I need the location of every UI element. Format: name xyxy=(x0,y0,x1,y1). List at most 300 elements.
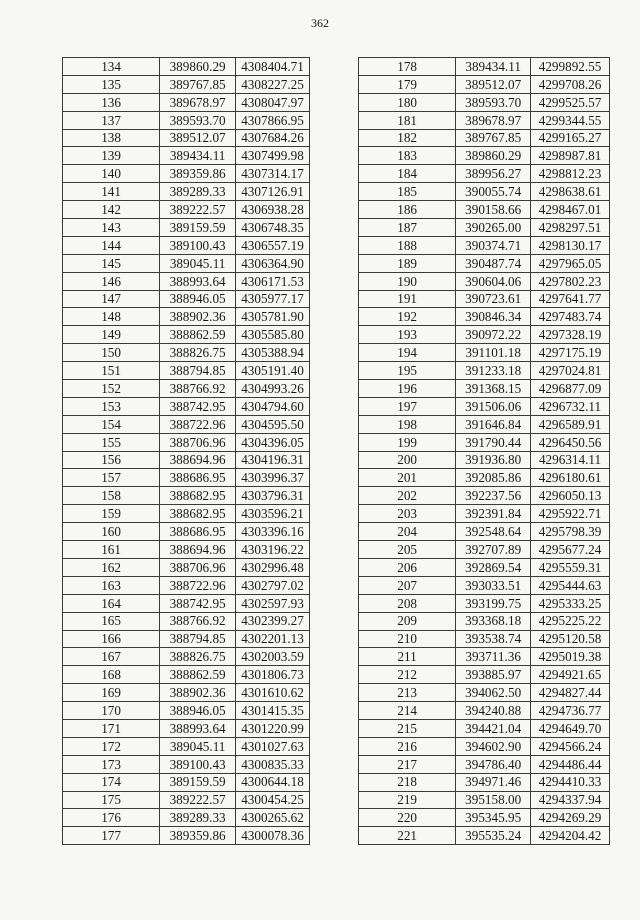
y-coordinate-cell: 4297328.19 xyxy=(531,326,610,344)
point-number-cell: 138 xyxy=(63,129,160,147)
y-coordinate-cell: 4295798.39 xyxy=(531,523,610,541)
point-number-cell: 158 xyxy=(63,487,160,505)
table-row xyxy=(359,272,610,290)
y-coordinate-cell: 4302201.13 xyxy=(236,630,310,648)
point-number-cell: 211 xyxy=(359,648,456,666)
x-coordinate-cell: 388862.59 xyxy=(160,666,236,684)
y-coordinate-cell: 4302399.27 xyxy=(236,612,310,630)
x-coordinate-cell: 395535.24 xyxy=(456,827,531,845)
y-coordinate-cell: 4296732.11 xyxy=(531,397,610,415)
point-number-cell: 206 xyxy=(359,558,456,576)
point-number-cell: 167 xyxy=(63,648,160,666)
table-row xyxy=(63,809,310,827)
point-number-cell: 140 xyxy=(63,165,160,183)
x-coordinate-cell: 388946.05 xyxy=(160,702,236,720)
point-number-cell: 204 xyxy=(359,523,456,541)
x-coordinate-cell: 388706.96 xyxy=(160,433,236,451)
point-number-cell: 161 xyxy=(63,541,160,559)
point-number-cell: 185 xyxy=(359,183,456,201)
x-coordinate-cell: 388862.59 xyxy=(160,326,236,344)
x-coordinate-cell: 389045.11 xyxy=(160,737,236,755)
y-coordinate-cell: 4297175.19 xyxy=(531,344,610,362)
point-number-cell: 207 xyxy=(359,576,456,594)
table-row xyxy=(63,308,310,326)
x-coordinate-cell: 392548.64 xyxy=(456,523,531,541)
table-row xyxy=(359,702,610,720)
x-coordinate-cell: 388766.92 xyxy=(160,612,236,630)
point-number-cell: 166 xyxy=(63,630,160,648)
y-coordinate-cell: 4304196.31 xyxy=(236,451,310,469)
table-row xyxy=(63,755,310,773)
x-coordinate-cell: 390374.71 xyxy=(456,236,531,254)
table-row xyxy=(63,702,310,720)
y-coordinate-cell: 4306171.53 xyxy=(236,272,310,290)
x-coordinate-cell: 388902.36 xyxy=(160,684,236,702)
y-coordinate-cell: 4295120.58 xyxy=(531,630,610,648)
x-coordinate-cell: 389860.29 xyxy=(456,147,531,165)
y-coordinate-cell: 4294486.44 xyxy=(531,755,610,773)
x-coordinate-cell: 391646.84 xyxy=(456,415,531,433)
table-row xyxy=(63,558,310,576)
table-row xyxy=(359,594,610,612)
x-coordinate-cell: 389100.43 xyxy=(160,236,236,254)
x-coordinate-cell: 388946.05 xyxy=(160,290,236,308)
point-number-cell: 162 xyxy=(63,558,160,576)
table-row xyxy=(359,469,610,487)
table-row xyxy=(359,576,610,594)
y-coordinate-cell: 4305191.40 xyxy=(236,362,310,380)
point-number-cell: 187 xyxy=(359,219,456,237)
point-number-cell: 177 xyxy=(63,827,160,845)
y-coordinate-cell: 4296180.61 xyxy=(531,469,610,487)
y-coordinate-cell: 4295019.38 xyxy=(531,648,610,666)
y-coordinate-cell: 4301220.99 xyxy=(236,719,310,737)
y-coordinate-cell: 4294649.70 xyxy=(531,719,610,737)
x-coordinate-cell: 388826.75 xyxy=(160,344,236,362)
table-row xyxy=(359,93,610,111)
point-number-cell: 186 xyxy=(359,201,456,219)
table-row xyxy=(63,827,310,845)
point-number-cell: 146 xyxy=(63,272,160,290)
point-number-cell: 151 xyxy=(63,362,160,380)
x-coordinate-cell: 388722.96 xyxy=(160,415,236,433)
point-number-cell: 135 xyxy=(63,75,160,93)
y-coordinate-cell: 4295922.71 xyxy=(531,505,610,523)
x-coordinate-cell: 388742.95 xyxy=(160,594,236,612)
table-row xyxy=(359,755,610,773)
point-number-cell: 182 xyxy=(359,129,456,147)
point-number-cell: 173 xyxy=(63,755,160,773)
table-row xyxy=(359,684,610,702)
table-row xyxy=(63,272,310,290)
table-row xyxy=(359,612,610,630)
x-coordinate-cell: 388993.64 xyxy=(160,272,236,290)
x-coordinate-cell: 394786.40 xyxy=(456,755,531,773)
point-number-cell: 134 xyxy=(63,58,160,76)
x-coordinate-cell: 389359.86 xyxy=(160,827,236,845)
y-coordinate-cell: 4299525.57 xyxy=(531,93,610,111)
x-coordinate-cell: 389434.11 xyxy=(456,58,531,76)
point-number-cell: 221 xyxy=(359,827,456,845)
table-row xyxy=(359,129,610,147)
x-coordinate-cell: 388902.36 xyxy=(160,308,236,326)
table-row xyxy=(359,791,610,809)
table-row xyxy=(63,451,310,469)
y-coordinate-cell: 4303996.37 xyxy=(236,469,310,487)
point-number-cell: 184 xyxy=(359,165,456,183)
table-row xyxy=(359,827,610,845)
point-number-cell: 165 xyxy=(63,612,160,630)
point-number-cell: 171 xyxy=(63,719,160,737)
table-row xyxy=(359,648,610,666)
x-coordinate-cell: 388682.95 xyxy=(160,505,236,523)
y-coordinate-cell: 4304595.50 xyxy=(236,415,310,433)
x-coordinate-cell: 389289.33 xyxy=(160,809,236,827)
point-number-cell: 142 xyxy=(63,201,160,219)
point-number-cell: 197 xyxy=(359,397,456,415)
y-coordinate-cell: 4295444.63 xyxy=(531,576,610,594)
point-number-cell: 201 xyxy=(359,469,456,487)
point-number-cell: 214 xyxy=(359,702,456,720)
table-row xyxy=(359,201,610,219)
y-coordinate-cell: 4300265.62 xyxy=(236,809,310,827)
x-coordinate-cell: 393885.97 xyxy=(456,666,531,684)
table-row xyxy=(359,505,610,523)
point-number-cell: 143 xyxy=(63,219,160,237)
y-coordinate-cell: 4302597.93 xyxy=(236,594,310,612)
table-row xyxy=(63,290,310,308)
table-row xyxy=(359,308,610,326)
y-coordinate-cell: 4298297.51 xyxy=(531,219,610,237)
table-row xyxy=(63,415,310,433)
y-coordinate-cell: 4299165.27 xyxy=(531,129,610,147)
x-coordinate-cell: 390265.00 xyxy=(456,219,531,237)
table-row xyxy=(63,58,310,76)
table-row xyxy=(359,236,610,254)
x-coordinate-cell: 388694.96 xyxy=(160,541,236,559)
table-row xyxy=(63,236,310,254)
y-coordinate-cell: 4302797.02 xyxy=(236,576,310,594)
x-coordinate-cell: 395345.95 xyxy=(456,809,531,827)
x-coordinate-cell: 389222.57 xyxy=(160,201,236,219)
x-coordinate-cell: 389512.07 xyxy=(456,75,531,93)
y-coordinate-cell: 4301806.73 xyxy=(236,666,310,684)
x-coordinate-cell: 391936.80 xyxy=(456,451,531,469)
point-number-cell: 175 xyxy=(63,791,160,809)
table-row xyxy=(63,344,310,362)
y-coordinate-cell: 4304993.26 xyxy=(236,380,310,398)
x-coordinate-cell: 388826.75 xyxy=(160,648,236,666)
x-coordinate-cell: 392391.84 xyxy=(456,505,531,523)
x-coordinate-cell: 388993.64 xyxy=(160,719,236,737)
x-coordinate-cell: 393538.74 xyxy=(456,630,531,648)
table-row xyxy=(359,558,610,576)
point-number-cell: 150 xyxy=(63,344,160,362)
y-coordinate-cell: 4300454.25 xyxy=(236,791,310,809)
y-coordinate-cell: 4302003.59 xyxy=(236,648,310,666)
table-row xyxy=(359,111,610,129)
point-number-cell: 136 xyxy=(63,93,160,111)
point-number-cell: 199 xyxy=(359,433,456,451)
x-coordinate-cell: 392237.56 xyxy=(456,487,531,505)
x-coordinate-cell: 390604.06 xyxy=(456,272,531,290)
x-coordinate-cell: 389678.97 xyxy=(160,93,236,111)
table-row xyxy=(359,523,610,541)
point-number-cell: 141 xyxy=(63,183,160,201)
x-coordinate-cell: 393199.75 xyxy=(456,594,531,612)
x-coordinate-cell: 389045.11 xyxy=(160,254,236,272)
point-number-cell: 179 xyxy=(359,75,456,93)
table-row xyxy=(63,433,310,451)
y-coordinate-cell: 4298812.23 xyxy=(531,165,610,183)
point-number-cell: 208 xyxy=(359,594,456,612)
point-number-cell: 209 xyxy=(359,612,456,630)
table-row xyxy=(359,773,610,791)
x-coordinate-cell: 390158.66 xyxy=(456,201,531,219)
x-coordinate-cell: 391233.18 xyxy=(456,362,531,380)
table-row xyxy=(359,344,610,362)
y-coordinate-cell: 4307314.17 xyxy=(236,165,310,183)
x-coordinate-cell: 388794.85 xyxy=(160,362,236,380)
table-row xyxy=(63,219,310,237)
table-row xyxy=(63,111,310,129)
y-coordinate-cell: 4300835.33 xyxy=(236,755,310,773)
table-row xyxy=(63,75,310,93)
point-number-cell: 218 xyxy=(359,773,456,791)
y-coordinate-cell: 4303596.21 xyxy=(236,505,310,523)
y-coordinate-cell: 4294410.33 xyxy=(531,773,610,791)
y-coordinate-cell: 4299344.55 xyxy=(531,111,610,129)
point-number-cell: 153 xyxy=(63,397,160,415)
x-coordinate-cell: 390487.74 xyxy=(456,254,531,272)
x-coordinate-cell: 388706.96 xyxy=(160,558,236,576)
x-coordinate-cell: 389222.57 xyxy=(160,791,236,809)
point-number-cell: 155 xyxy=(63,433,160,451)
point-number-cell: 191 xyxy=(359,290,456,308)
table-row xyxy=(63,201,310,219)
point-number-cell: 181 xyxy=(359,111,456,129)
y-coordinate-cell: 4303796.31 xyxy=(236,487,310,505)
table-row xyxy=(63,505,310,523)
x-coordinate-cell: 391790.44 xyxy=(456,433,531,451)
table-row xyxy=(63,684,310,702)
point-number-cell: 183 xyxy=(359,147,456,165)
y-coordinate-cell: 4298467.01 xyxy=(531,201,610,219)
x-coordinate-cell: 389860.29 xyxy=(160,58,236,76)
y-coordinate-cell: 4297024.81 xyxy=(531,362,610,380)
point-number-cell: 163 xyxy=(63,576,160,594)
x-coordinate-cell: 388766.92 xyxy=(160,380,236,398)
point-number-cell: 156 xyxy=(63,451,160,469)
y-coordinate-cell: 4301610.62 xyxy=(236,684,310,702)
y-coordinate-cell: 4306364.90 xyxy=(236,254,310,272)
y-coordinate-cell: 4299708.26 xyxy=(531,75,610,93)
point-number-cell: 219 xyxy=(359,791,456,809)
x-coordinate-cell: 389159.59 xyxy=(160,219,236,237)
y-coordinate-cell: 4298987.81 xyxy=(531,147,610,165)
point-number-cell: 139 xyxy=(63,147,160,165)
table-row xyxy=(63,469,310,487)
y-coordinate-cell: 4295559.31 xyxy=(531,558,610,576)
table-row xyxy=(359,737,610,755)
point-number-cell: 195 xyxy=(359,362,456,380)
point-number-cell: 215 xyxy=(359,719,456,737)
table-row xyxy=(359,254,610,272)
x-coordinate-cell: 393711.36 xyxy=(456,648,531,666)
y-coordinate-cell: 4307684.26 xyxy=(236,129,310,147)
y-coordinate-cell: 4294204.42 xyxy=(531,827,610,845)
x-coordinate-cell: 388722.96 xyxy=(160,576,236,594)
table-row xyxy=(359,183,610,201)
point-number-cell: 202 xyxy=(359,487,456,505)
y-coordinate-cell: 4294921.65 xyxy=(531,666,610,684)
x-coordinate-cell: 390972.22 xyxy=(456,326,531,344)
y-coordinate-cell: 4305781.90 xyxy=(236,308,310,326)
x-coordinate-cell: 394602.90 xyxy=(456,737,531,755)
point-number-cell: 157 xyxy=(63,469,160,487)
table-row xyxy=(63,719,310,737)
table-row xyxy=(63,594,310,612)
x-coordinate-cell: 389512.07 xyxy=(160,129,236,147)
point-number-cell: 176 xyxy=(63,809,160,827)
y-coordinate-cell: 4294337.94 xyxy=(531,791,610,809)
x-coordinate-cell: 390846.34 xyxy=(456,308,531,326)
y-coordinate-cell: 4295333.25 xyxy=(531,594,610,612)
y-coordinate-cell: 4294736.77 xyxy=(531,702,610,720)
x-coordinate-cell: 389100.43 xyxy=(160,755,236,773)
point-number-cell: 220 xyxy=(359,809,456,827)
point-number-cell: 217 xyxy=(359,755,456,773)
table-row xyxy=(63,541,310,559)
x-coordinate-cell: 389956.27 xyxy=(456,165,531,183)
point-number-cell: 152 xyxy=(63,380,160,398)
table-row xyxy=(63,523,310,541)
point-number-cell: 169 xyxy=(63,684,160,702)
y-coordinate-cell: 4308227.25 xyxy=(236,75,310,93)
table-row xyxy=(63,147,310,165)
table-row xyxy=(359,433,610,451)
y-coordinate-cell: 4296589.91 xyxy=(531,415,610,433)
x-coordinate-cell: 393033.51 xyxy=(456,576,531,594)
x-coordinate-cell: 389159.59 xyxy=(160,773,236,791)
y-coordinate-cell: 4296450.56 xyxy=(531,433,610,451)
y-coordinate-cell: 4308404.71 xyxy=(236,58,310,76)
point-number-cell: 147 xyxy=(63,290,160,308)
y-coordinate-cell: 4305388.94 xyxy=(236,344,310,362)
y-coordinate-cell: 4296050.13 xyxy=(531,487,610,505)
y-coordinate-cell: 4298638.61 xyxy=(531,183,610,201)
x-coordinate-cell: 389289.33 xyxy=(160,183,236,201)
table-row xyxy=(359,666,610,684)
point-number-cell: 174 xyxy=(63,773,160,791)
y-coordinate-cell: 4307866.95 xyxy=(236,111,310,129)
point-number-cell: 205 xyxy=(359,541,456,559)
y-coordinate-cell: 4303196.22 xyxy=(236,541,310,559)
point-number-cell: 189 xyxy=(359,254,456,272)
point-number-cell: 213 xyxy=(359,684,456,702)
table-row xyxy=(63,648,310,666)
point-number-cell: 168 xyxy=(63,666,160,684)
y-coordinate-cell: 4296877.09 xyxy=(531,380,610,398)
y-coordinate-cell: 4295677.24 xyxy=(531,541,610,559)
y-coordinate-cell: 4306938.28 xyxy=(236,201,310,219)
table-row xyxy=(359,165,610,183)
point-number-cell: 149 xyxy=(63,326,160,344)
x-coordinate-cell: 394240.88 xyxy=(456,702,531,720)
table-row xyxy=(63,380,310,398)
y-coordinate-cell: 4297802.23 xyxy=(531,272,610,290)
point-number-cell: 178 xyxy=(359,58,456,76)
y-coordinate-cell: 4297483.74 xyxy=(531,308,610,326)
x-coordinate-cell: 394971.46 xyxy=(456,773,531,791)
x-coordinate-cell: 389434.11 xyxy=(160,147,236,165)
point-number-cell: 198 xyxy=(359,415,456,433)
table-row xyxy=(63,576,310,594)
table-row xyxy=(359,362,610,380)
table-row xyxy=(359,147,610,165)
y-coordinate-cell: 4305977.17 xyxy=(236,290,310,308)
point-number-cell: 159 xyxy=(63,505,160,523)
point-number-cell: 164 xyxy=(63,594,160,612)
point-number-cell: 188 xyxy=(359,236,456,254)
point-number-cell: 160 xyxy=(63,523,160,541)
x-coordinate-cell: 392085.86 xyxy=(456,469,531,487)
x-coordinate-cell: 388686.95 xyxy=(160,523,236,541)
y-coordinate-cell: 4300644.18 xyxy=(236,773,310,791)
y-coordinate-cell: 4301415.35 xyxy=(236,702,310,720)
y-coordinate-cell: 4294566.24 xyxy=(531,737,610,755)
table-row xyxy=(359,541,610,559)
table-row xyxy=(359,290,610,308)
y-coordinate-cell: 4300078.36 xyxy=(236,827,310,845)
y-coordinate-cell: 4295225.22 xyxy=(531,612,610,630)
table-row xyxy=(63,612,310,630)
point-number-cell: 196 xyxy=(359,380,456,398)
x-coordinate-cell: 392707.89 xyxy=(456,541,531,559)
y-coordinate-cell: 4294269.29 xyxy=(531,809,610,827)
x-coordinate-cell: 389359.86 xyxy=(160,165,236,183)
table-row xyxy=(63,165,310,183)
point-number-cell: 200 xyxy=(359,451,456,469)
table-row xyxy=(63,773,310,791)
y-coordinate-cell: 4304396.05 xyxy=(236,433,310,451)
point-number-cell: 180 xyxy=(359,93,456,111)
point-number-cell: 212 xyxy=(359,666,456,684)
x-coordinate-cell: 389593.70 xyxy=(160,111,236,129)
table-row xyxy=(359,397,610,415)
table-row xyxy=(63,326,310,344)
y-coordinate-cell: 4306557.19 xyxy=(236,236,310,254)
page-number: 362 xyxy=(311,16,329,30)
y-coordinate-cell: 4296314.11 xyxy=(531,451,610,469)
x-coordinate-cell: 392869.54 xyxy=(456,558,531,576)
table-row xyxy=(63,666,310,684)
table-row xyxy=(359,326,610,344)
coordinate-table-right xyxy=(358,57,610,845)
table-row xyxy=(63,362,310,380)
y-coordinate-cell: 4297641.77 xyxy=(531,290,610,308)
point-number-cell: 172 xyxy=(63,737,160,755)
table-row xyxy=(359,75,610,93)
x-coordinate-cell: 388686.95 xyxy=(160,469,236,487)
y-coordinate-cell: 4307126.91 xyxy=(236,183,310,201)
x-coordinate-cell: 395158.00 xyxy=(456,791,531,809)
x-coordinate-cell: 388794.85 xyxy=(160,630,236,648)
y-coordinate-cell: 4306748.35 xyxy=(236,219,310,237)
x-coordinate-cell: 394062.50 xyxy=(456,684,531,702)
table-row xyxy=(359,380,610,398)
point-number-cell: 148 xyxy=(63,308,160,326)
